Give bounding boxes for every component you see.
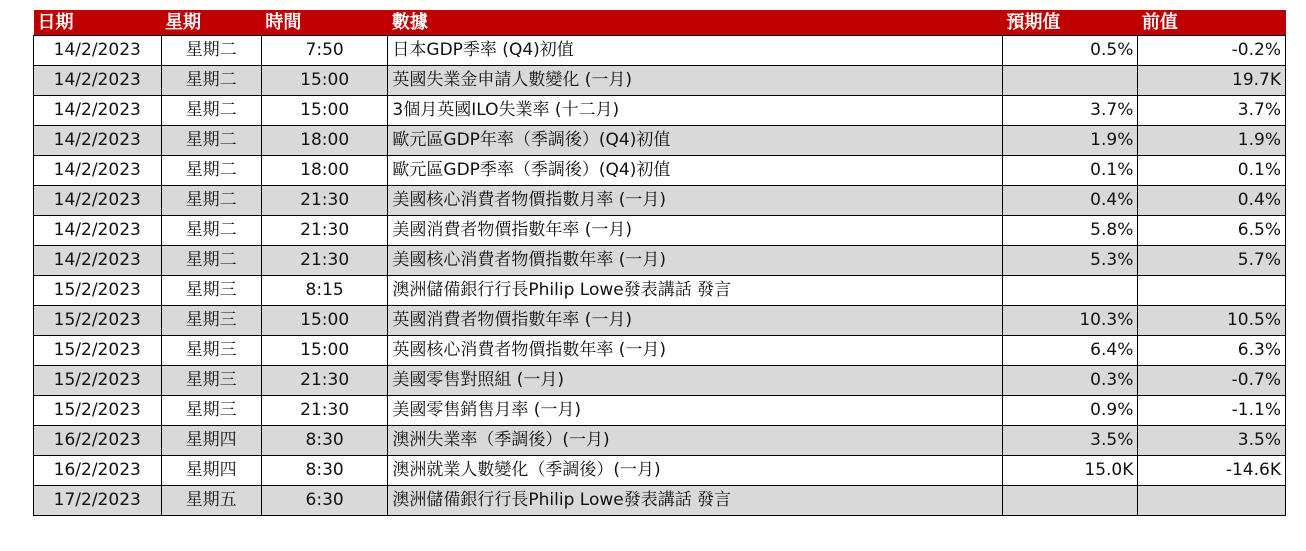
table-row xyxy=(34,426,1286,456)
cell-forecast: 0.4% xyxy=(1002,186,1138,216)
header-date: 日期 xyxy=(34,10,162,36)
cell-time: 18:00 xyxy=(261,156,388,186)
cell-day: 星期五 xyxy=(161,486,261,516)
cell-previous: -0.2% xyxy=(1138,36,1286,66)
cell-forecast: 1.9% xyxy=(1002,126,1138,156)
cell-forecast: 10.3% xyxy=(1002,306,1138,336)
cell-time: 8:30 xyxy=(261,426,388,456)
cell-previous xyxy=(1138,276,1286,306)
table-row xyxy=(34,156,1286,186)
cell-day: 星期四 xyxy=(161,426,261,456)
cell-data: 美國消費者物價指數年率 (一月) xyxy=(388,216,1002,246)
cell-forecast: 6.4% xyxy=(1002,336,1138,366)
cell-time: 15:00 xyxy=(261,96,388,126)
cell-date: 14/2/2023 xyxy=(34,36,162,66)
cell-data: 美國零售銷售月率 (一月) xyxy=(388,396,1002,426)
cell-previous: -1.1% xyxy=(1138,396,1286,426)
cell-forecast xyxy=(1002,66,1138,96)
header-row xyxy=(34,10,1286,36)
cell-time: 21:30 xyxy=(261,366,388,396)
table-body xyxy=(34,36,1286,516)
header-forecast: 預期值 xyxy=(1002,10,1138,36)
cell-forecast: 5.8% xyxy=(1002,216,1138,246)
header-data: 數據 xyxy=(388,10,1002,36)
cell-date: 15/2/2023 xyxy=(34,396,162,426)
cell-date: 16/2/2023 xyxy=(34,426,162,456)
cell-previous: 5.7% xyxy=(1138,246,1286,276)
header-day: 星期 xyxy=(161,10,261,36)
table-row xyxy=(34,66,1286,96)
table-row xyxy=(34,96,1286,126)
cell-data: 日本GDP季率 (Q4)初值 xyxy=(388,36,1002,66)
cell-time: 21:30 xyxy=(261,396,388,426)
table-row xyxy=(34,336,1286,366)
cell-forecast: 15.0K xyxy=(1002,456,1138,486)
table-row xyxy=(34,186,1286,216)
table-header xyxy=(34,10,1286,36)
cell-forecast: 0.3% xyxy=(1002,366,1138,396)
cell-day: 星期二 xyxy=(161,36,261,66)
cell-previous: 3.5% xyxy=(1138,426,1286,456)
cell-date: 14/2/2023 xyxy=(34,96,162,126)
cell-time: 21:30 xyxy=(261,216,388,246)
cell-data: 澳洲失業率（季調後）(一月) xyxy=(388,426,1002,456)
cell-day: 星期二 xyxy=(161,246,261,276)
cell-data: 澳洲儲備銀行行長Philip Lowe發表講話 發言 xyxy=(388,276,1002,306)
table-row xyxy=(34,396,1286,426)
cell-date: 15/2/2023 xyxy=(34,306,162,336)
table-row xyxy=(34,486,1286,516)
cell-forecast: 5.3% xyxy=(1002,246,1138,276)
cell-date: 14/2/2023 xyxy=(34,216,162,246)
cell-previous: 0.4% xyxy=(1138,186,1286,216)
cell-previous: 1.9% xyxy=(1138,126,1286,156)
cell-date: 15/2/2023 xyxy=(34,366,162,396)
cell-time: 8:30 xyxy=(261,456,388,486)
cell-previous: 3.7% xyxy=(1138,96,1286,126)
cell-forecast: 3.7% xyxy=(1002,96,1138,126)
cell-forecast: 3.5% xyxy=(1002,426,1138,456)
cell-data: 美國零售對照組 (一月) xyxy=(388,366,1002,396)
table-row xyxy=(34,216,1286,246)
cell-data: 美國核心消費者物價指數年率 (一月) xyxy=(388,246,1002,276)
cell-day: 星期二 xyxy=(161,66,261,96)
table-row xyxy=(34,456,1286,486)
cell-forecast: 0.1% xyxy=(1002,156,1138,186)
cell-day: 星期四 xyxy=(161,456,261,486)
cell-time: 15:00 xyxy=(261,336,388,366)
cell-day: 星期三 xyxy=(161,306,261,336)
cell-time: 8:15 xyxy=(261,276,388,306)
table-row xyxy=(34,126,1286,156)
table-row xyxy=(34,246,1286,276)
cell-time: 6:30 xyxy=(261,486,388,516)
cell-previous: 6.3% xyxy=(1138,336,1286,366)
cell-day: 星期三 xyxy=(161,396,261,426)
economic-calendar-table xyxy=(33,10,1286,516)
header-time: 時間 xyxy=(261,10,388,36)
cell-day: 星期三 xyxy=(161,366,261,396)
cell-time: 15:00 xyxy=(261,306,388,336)
cell-date: 17/2/2023 xyxy=(34,486,162,516)
cell-day: 星期三 xyxy=(161,276,261,306)
cell-day: 星期二 xyxy=(161,96,261,126)
header-previous: 前值 xyxy=(1138,10,1286,36)
table-row xyxy=(34,276,1286,306)
cell-previous: -0.7% xyxy=(1138,366,1286,396)
cell-date: 14/2/2023 xyxy=(34,66,162,96)
cell-date: 15/2/2023 xyxy=(34,336,162,366)
table-row xyxy=(34,366,1286,396)
cell-previous xyxy=(1138,486,1286,516)
cell-previous: 6.5% xyxy=(1138,216,1286,246)
cell-forecast: 0.5% xyxy=(1002,36,1138,66)
cell-data: 美國核心消費者物價指數月率 (一月) xyxy=(388,186,1002,216)
cell-time: 15:00 xyxy=(261,66,388,96)
cell-data: 英國消費者物價指數年率 (一月) xyxy=(388,306,1002,336)
cell-forecast: 0.9% xyxy=(1002,396,1138,426)
cell-previous: -14.6K xyxy=(1138,456,1286,486)
cell-data: 歐元區GDP季率（季調後）(Q4)初值 xyxy=(388,156,1002,186)
cell-day: 星期三 xyxy=(161,336,261,366)
cell-time: 18:00 xyxy=(261,126,388,156)
table-row xyxy=(34,36,1286,66)
cell-day: 星期二 xyxy=(161,156,261,186)
cell-day: 星期二 xyxy=(161,186,261,216)
cell-forecast xyxy=(1002,486,1138,516)
cell-time: 21:30 xyxy=(261,186,388,216)
cell-previous: 19.7K xyxy=(1138,66,1286,96)
cell-day: 星期二 xyxy=(161,126,261,156)
cell-date: 14/2/2023 xyxy=(34,246,162,276)
cell-date: 15/2/2023 xyxy=(34,276,162,306)
table-row xyxy=(34,306,1286,336)
cell-data: 英國失業金申請人數變化 (一月) xyxy=(388,66,1002,96)
cell-time: 7:50 xyxy=(261,36,388,66)
cell-date: 14/2/2023 xyxy=(34,186,162,216)
cell-data: 英國核心消費者物價指數年率 (一月) xyxy=(388,336,1002,366)
cell-day: 星期二 xyxy=(161,216,261,246)
cell-date: 14/2/2023 xyxy=(34,156,162,186)
cell-previous: 0.1% xyxy=(1138,156,1286,186)
cell-forecast xyxy=(1002,276,1138,306)
cell-previous: 10.5% xyxy=(1138,306,1286,336)
cell-data: 澳洲儲備銀行行長Philip Lowe發表講話 發言 xyxy=(388,486,1002,516)
cell-date: 16/2/2023 xyxy=(34,456,162,486)
cell-time: 21:30 xyxy=(261,246,388,276)
cell-date: 14/2/2023 xyxy=(34,126,162,156)
cell-data: 3個月英國ILO失業率 (十二月) xyxy=(388,96,1002,126)
cell-data: 澳洲就業人數變化（季調後）(一月) xyxy=(388,456,1002,486)
cell-data: 歐元區GDP年率（季調後）(Q4)初值 xyxy=(388,126,1002,156)
